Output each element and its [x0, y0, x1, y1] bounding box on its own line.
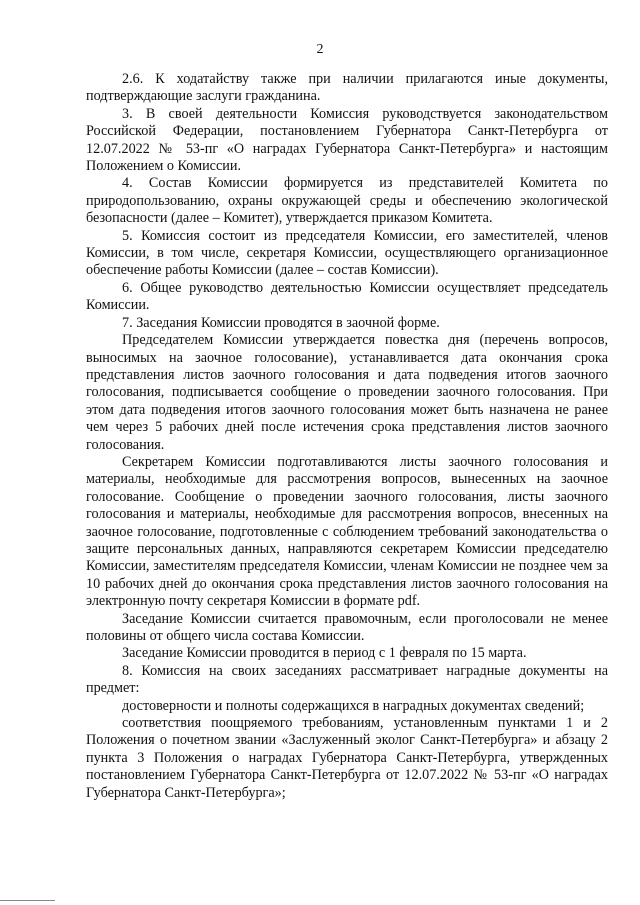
paragraph-7-period: Заседание Комиссии проводится в период с 1 февраля по 15 марта. [122, 645, 527, 662]
paragraph-7-secretary: Секретарем Комиссии подготавливаются листы заочного голосования и материалы, необходимые для рассмотрения вопросов, вынесенных на заочное голосование. Сообщение о проведении заочного голосования, листы заочного голосования и материалы, необходимые для рассмотрения вопросов, внесенных на заочное голосование, подготовленные с соблюдением требований законодательства о защите персональных данных, направляются секретарем Комиссии председателю Комиссии, заместителям председателя Комиссии, членам Комиссии не позднее чем за 10 рабочих дней до окончания срока представления листов заочного голосования на электронную почту секретаря Комиссии в формате pdf. [86, 453, 608, 610]
paragraph-7-quorum: Заседание Комиссии считается правомочным, если проголосовали не менее половины от общего числа состава Комиссии. [86, 610, 608, 644]
paragraph-6: 6. Общее руководство деятельностью Комиссии осуществляет председатель Комиссии. [86, 279, 608, 314]
paragraph-7: 7. Заседания Комиссии проводятся в заочной форме. [122, 314, 440, 331]
paragraph-4: 4. Состав Комиссии формируется из представителей Комитета по природопользованию, охраны окружающей среды и обеспечению экологической безопасности (далее – Комитет), утверждается приказом Комитета. [86, 175, 608, 227]
page-number: 2 [316, 42, 324, 57]
paragraph-2-6: 2.6. К ходатайству также при наличии прилагаются иные документы, подтверждающие заслуги гражданина. [86, 71, 608, 105]
paragraph-8: 8. Комиссия на своих заседаниях рассматривает наградные документы на предмет: [86, 662, 608, 697]
paragraph-5: 5. Комиссия состоит из председателя Комиссии, его заместителей, членов Комиссии, в том числе, секретаря Комиссии, осуществляющего организационное обеспечение работы Комиссии (далее – состав Комиссии). [86, 227, 608, 279]
document-body [86, 71, 608, 802]
paragraph-7-agenda: Председателем Комиссии утверждается повестка дня (перечень вопросов, выносимых на заочное голосование), устанавливается дата окончания срока представления листов заочного голосования и дата подведения итогов заочного голосования, подписывается сообщение о проведении заочного голосования. При этом дата подведения итогов заочного голосования может быть назначена не ранее чем через 5 рабочих дней после истечения срока представления листов заочного голосования. [86, 332, 608, 453]
paragraph-3: 3. В своей деятельности Комиссия руководствуется законодательством Российской Федерации, постановлением Губернатора Санкт-Петербурга от 12.07.2022 № 53-пг «О наградах Губернатора Санкт-Петербурга» и настоящим Положением о Комиссии. [86, 105, 608, 175]
paragraph-8-item-2: соответствия поощряемого требованиям, установленным пунктами 1 и 2 Положения о почетном звании «Заслуженный эколог Санкт-Петербурга» и абзацу 2 пункта 3 Положения о наградах Губернатора Санкт-Петербурга, утвержденных постановлением Губернатора Санкт-Петербурга от 12.07.2022 № 53-пг «О наградах Губернатора Санкт-Петербурга»; [86, 715, 608, 801]
page-edge-line [0, 900, 55, 901]
paragraph-8-item-1: достоверности и полноты содержащихся в наградных документах сведений; [122, 697, 585, 714]
